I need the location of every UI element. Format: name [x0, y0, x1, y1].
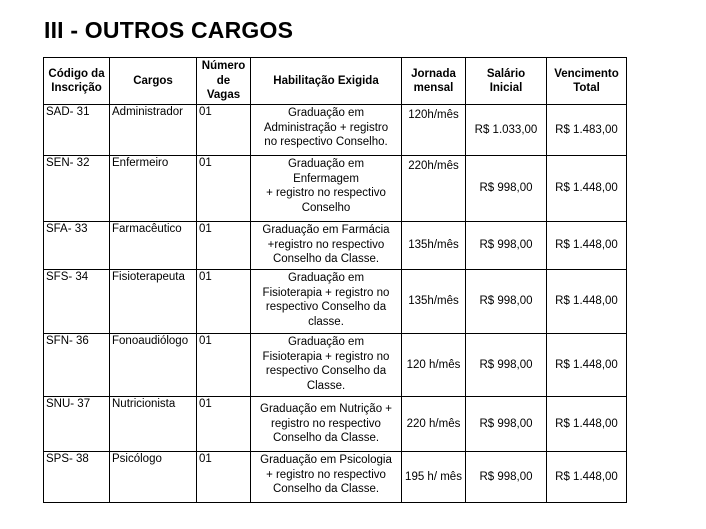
cell-vencimento: R$ 1.448,00 [547, 334, 627, 397]
header-codigo: Código da Inscrição [44, 58, 110, 105]
table-row [44, 222, 627, 270]
cell-jornada: 195 h/ mês [402, 452, 466, 503]
cell-cargo: Psicólogo [110, 452, 197, 503]
table-row [44, 334, 627, 397]
cell-habilitacao: Graduação em Psicologia + registro no respectivo Conselho da Classe. [251, 452, 402, 503]
cell-vencimento: R$ 1.448,00 [547, 270, 627, 334]
cell-jornada: 220 h/mês [402, 397, 466, 452]
cell-jornada: 135h/mês [402, 270, 466, 334]
table-row [44, 397, 627, 452]
cell-cargo: Fonoaudiólogo [110, 334, 197, 397]
cell-vencimento: R$ 1.448,00 [547, 156, 627, 222]
cell-salario: R$ 998,00 [466, 334, 547, 397]
cell-vencimento: R$ 1.448,00 [547, 452, 627, 503]
cell-cargo: Farmacêutico [110, 222, 197, 270]
cell-codigo: SNU- 37 [44, 397, 110, 452]
table-row [44, 105, 627, 156]
cell-vencimento: R$ 1.483,00 [547, 105, 627, 156]
cell-jornada: 120 h/mês [402, 334, 466, 397]
cell-jornada: 220h/mês [402, 156, 466, 222]
cell-salario: R$ 998,00 [466, 397, 547, 452]
cell-habilitacao: Graduação em Fisioterapia + registro no respectivo Conselho da classe. [251, 270, 402, 334]
header-row [44, 58, 627, 105]
cell-codigo: SFA- 33 [44, 222, 110, 270]
header-vagas: Número de Vagas [197, 58, 251, 105]
cell-codigo: SAD- 31 [44, 105, 110, 156]
cell-vagas: 01 [197, 270, 251, 334]
cell-salario: R$ 998,00 [466, 270, 547, 334]
cell-vagas: 01 [197, 397, 251, 452]
cell-salario: R$ 998,00 [466, 156, 547, 222]
cell-habilitacao: Graduação em Farmácia +registro no respectivo Conselho da Classe. [251, 222, 402, 270]
header-jornada: Jornada mensal [402, 58, 466, 105]
table-row [44, 452, 627, 503]
cell-jornada: 120h/mês [402, 105, 466, 156]
cell-vagas: 01 [197, 105, 251, 156]
cell-habilitacao: Graduação em Nutrição + registro no respectivo Conselho da Classe. [251, 397, 402, 452]
cell-cargo: Fisioterapeuta [110, 270, 197, 334]
cell-vencimento: R$ 1.448,00 [547, 397, 627, 452]
cell-salario: R$ 998,00 [466, 452, 547, 503]
cell-vagas: 01 [197, 452, 251, 503]
cell-vagas: 01 [197, 156, 251, 222]
cell-vagas: 01 [197, 334, 251, 397]
cell-habilitacao: Graduação em Administração + registro no respectivo Conselho. [251, 105, 402, 156]
table-row [44, 270, 627, 334]
header-salario: Salário Inicial [466, 58, 547, 105]
cell-habilitacao: Graduação em Enfermagem + registro no respectivo Conselho [251, 156, 402, 222]
cell-cargo: Enfermeiro [110, 156, 197, 222]
header-habilitacao: Habilitação Exigida [251, 58, 402, 105]
cell-codigo: SPS- 38 [44, 452, 110, 503]
cell-codigo: SFN- 36 [44, 334, 110, 397]
cell-jornada: 135h/mês [402, 222, 466, 270]
cell-vagas: 01 [197, 222, 251, 270]
cell-vencimento: R$ 1.448,00 [547, 222, 627, 270]
cell-cargo: Administrador [110, 105, 197, 156]
cargos-table [43, 57, 627, 503]
cell-cargo: Nutricionista [110, 397, 197, 452]
header-vencimento: Vencimento Total [547, 58, 627, 105]
table-row [44, 156, 627, 222]
header-cargos: Cargos [110, 58, 197, 105]
cell-codigo: SFS- 34 [44, 270, 110, 334]
cell-salario: R$ 998,00 [466, 222, 547, 270]
section-title: III - OUTROS CARGOS [44, 17, 294, 43]
cell-codigo: SEN- 32 [44, 156, 110, 222]
cell-habilitacao: Graduação em Fisioterapia + registro no respectivo Conselho da Classe. [251, 334, 402, 397]
cell-salario: R$ 1.033,00 [466, 105, 547, 156]
